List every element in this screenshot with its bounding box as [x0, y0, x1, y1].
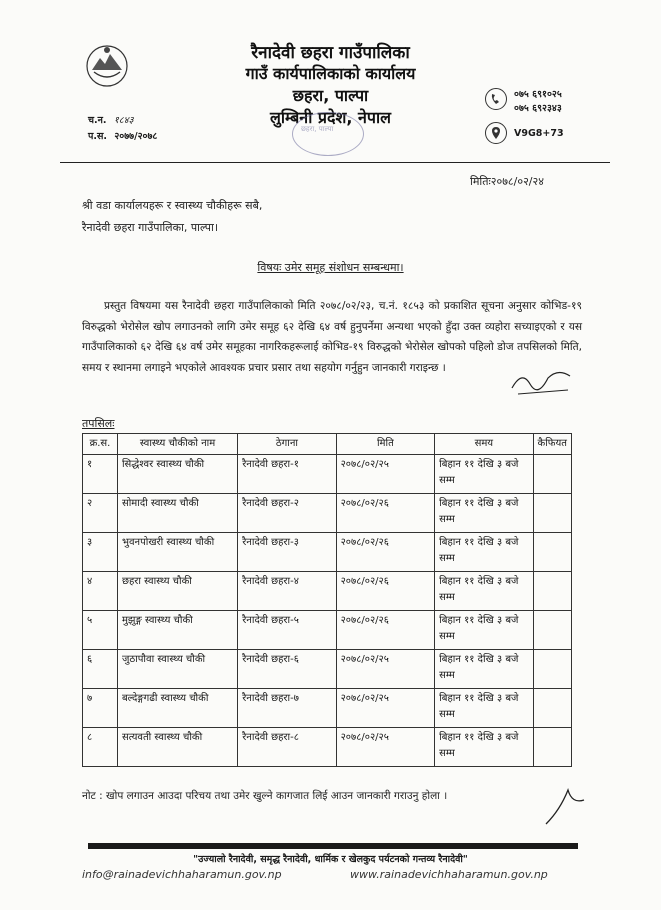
footer-website[interactable]: www.rainadevichhaharamun.gov.np	[350, 868, 548, 881]
plus-code: V9G8+73	[514, 128, 564, 139]
cell-sn: २	[83, 494, 118, 533]
reference-number: १८४३	[113, 115, 134, 126]
recipient-line-2: रैनादेवी छहरा गाउँपालिका, पाल्पा।	[82, 221, 218, 234]
table-row	[83, 572, 572, 611]
cell-address: रैनादेवी छहरा-५	[238, 611, 336, 650]
schedule-label: तपसिलः	[82, 417, 115, 430]
cell-health-post: मुझुङ्ग स्वास्थ्य चौकी	[117, 611, 237, 650]
recipient-line-1: श्री वडा कार्यालयहरू र स्वास्थ्य चौकीहरू सबै,	[82, 199, 263, 212]
fiscal-year: २०७७/२०७८	[114, 131, 158, 142]
cell-remarks	[533, 455, 571, 494]
col-header-date: मिति	[336, 434, 435, 455]
seal-text: छहरा, पाल्पा	[301, 125, 334, 133]
cell-health-post: सोमादी स्वास्थ्य चौकी	[117, 494, 237, 533]
table-row	[83, 728, 572, 767]
cell-date: २०७८/०२/२५	[336, 455, 435, 494]
table-row	[83, 455, 572, 494]
phone-number-1: ०७५ ६९१०२५	[514, 89, 562, 100]
cell-remarks	[533, 494, 571, 533]
cell-time: बिहान ११ देखि ३ बजे सम्म	[435, 728, 533, 767]
schedule-table	[82, 433, 572, 767]
municipality-name: रैनादेवी छहरा गाउँपालिका	[251, 43, 410, 63]
body-paragraph: प्रस्तुत विषयमा यस रैनादेवी छहरा गाउँपालिकाको मिति २०७८/०२/२३, च.नं. १८५३ को प्रकाशित सूचना अनुसार कोभिड-१९ विरुद्धको भेरोसेल खोप लगाउनको लागि उमेर समूह ६२ देखि ६४ वर्ष हुनुपर्नेमा अन्यथा भएको हुँदा उक्त व्यहोरा सच्याइएको र यस गाउँपालिकाको ६२ देखि ६४ वर्ष उमेर समूहका नागरिकहरूलाई कोभिड-१९ विरुद्धको भेरोसेल खोपको पहिलो डोज तपसिलको मिति, समय र स्थानमा लगाइने भएकोले आवश्यक प्रचार प्रसार तथा सहयोग गर्नुहुन जानकारी गराइन्छ ।	[82, 300, 582, 374]
office-name: गाउँ कार्यपालिकाको कार्यालय	[245, 64, 416, 83]
cell-remarks	[533, 533, 571, 572]
phone-icon	[485, 88, 507, 110]
footer-bar	[88, 843, 578, 849]
table-row	[83, 533, 572, 572]
cell-address: रैनादेवी छहरा-७	[238, 689, 336, 728]
cell-sn: १	[83, 455, 118, 494]
col-header-address: ठेगाना	[238, 434, 336, 455]
table-row	[83, 689, 572, 728]
cell-time: बिहान ११ देखि ३ बजे सम्म	[435, 650, 533, 689]
cell-date: २०७८/०२/२५	[336, 728, 435, 767]
cell-health-post: भुवनपोखरी स्वास्थ्य चौकी	[117, 533, 237, 572]
cell-health-post: सिद्धेश्वर स्वास्थ्य चौकी	[117, 455, 237, 494]
note-line: नोट : खोप लगाउन आउदा परिचय तथा उमेर खुल्ने कागजात लिई आउन जानकारी गराउनु होला ।	[82, 790, 448, 802]
cell-sn: ७	[83, 689, 118, 728]
cell-address: रैनादेवी छहरा-१	[238, 455, 336, 494]
footer-slogan: "उज्यालो रैनादेवी, समृद्ध रैनादेवी, धार्मिक र खेलकुद पर्यटनको गन्तव्य रैनादेवी"	[193, 854, 468, 865]
office-seal	[292, 112, 364, 156]
table-row	[83, 611, 572, 650]
phone-number-2: ०७५ ६९२३४३	[514, 103, 562, 114]
cell-address: रैनादेवी छहरा-४	[238, 572, 336, 611]
signature-mark	[540, 780, 590, 830]
reference-label: च.न. १८४३	[88, 115, 134, 126]
cell-time: बिहान ११ देखि ३ बजे सम्म	[435, 572, 533, 611]
cell-remarks	[533, 689, 571, 728]
subject-line: विषयः उमेर समूह संशोधन सम्बन्धमा।	[257, 261, 404, 274]
cell-time: बिहान ११ देखि ३ बजे सम्म	[435, 455, 533, 494]
cell-address: रैनादेवी छहरा-६	[238, 650, 336, 689]
cell-sn: ८	[83, 728, 118, 767]
location-pin-icon	[485, 122, 507, 144]
cell-date: २०७८/०२/२५	[336, 650, 435, 689]
col-header-remarks: कैफियत	[533, 434, 571, 455]
table-row	[83, 494, 572, 533]
footer-email[interactable]: info@rainadevichhaharamun.gov.np	[82, 868, 282, 881]
fiscal-year-label: प.स. २०७७/२०७८	[88, 131, 158, 142]
cell-address: रैनादेवी छहरा-२	[238, 494, 336, 533]
col-header-sn: क्र.स.	[83, 434, 118, 455]
col-header-health-post: स्वास्थ्य चौकीको नाम	[117, 434, 237, 455]
cell-sn: ३	[83, 533, 118, 572]
cell-time: बिहान ११ देखि ३ बजे सम्म	[435, 611, 533, 650]
cell-date: २०७८/०२/२६	[336, 494, 435, 533]
cell-address: रैनादेवी छहरा-३	[238, 533, 336, 572]
cell-time: बिहान ११ देखि ३ बजे सम्म	[435, 494, 533, 533]
office-location: छहरा, पाल्पा	[292, 86, 369, 105]
cell-remarks	[533, 650, 571, 689]
cell-time: बिहान ११ देखि ३ बजे सम्म	[435, 533, 533, 572]
cell-date: २०७८/०२/२६	[336, 611, 435, 650]
cell-time: बिहान ११ देखि ३ बजे सम्म	[435, 689, 533, 728]
cell-sn: ५	[83, 611, 118, 650]
col-header-time: समय	[435, 434, 533, 455]
cell-sn: ६	[83, 650, 118, 689]
cell-health-post: छहरा स्वास्थ्य चौकी	[117, 572, 237, 611]
cell-address: रैनादेवी छहरा-८	[238, 728, 336, 767]
cell-health-post: जुठापौवा स्वास्थ्य चौकी	[117, 650, 237, 689]
handwritten-annotation	[508, 360, 578, 400]
province-name: लुम्बिनी प्रदेश, नेपाल	[269, 108, 391, 127]
cell-date: २०७८/०२/२६	[336, 533, 435, 572]
cell-remarks	[533, 728, 571, 767]
cell-sn: ४	[83, 572, 118, 611]
cell-health-post: बल्देङ्गगढी स्वास्थ्य चौकी	[117, 689, 237, 728]
table-row	[83, 650, 572, 689]
cell-remarks	[533, 572, 571, 611]
cell-date: २०७८/०२/२५	[336, 689, 435, 728]
header-divider	[60, 162, 610, 163]
letter-date: मितिः२०७८/०२/२४	[470, 175, 544, 188]
cell-health-post: सत्यवती स्वास्थ्य चौकी	[117, 728, 237, 767]
cell-remarks	[533, 611, 571, 650]
cell-date: २०७८/०२/२६	[336, 572, 435, 611]
table-header-row	[83, 434, 572, 455]
